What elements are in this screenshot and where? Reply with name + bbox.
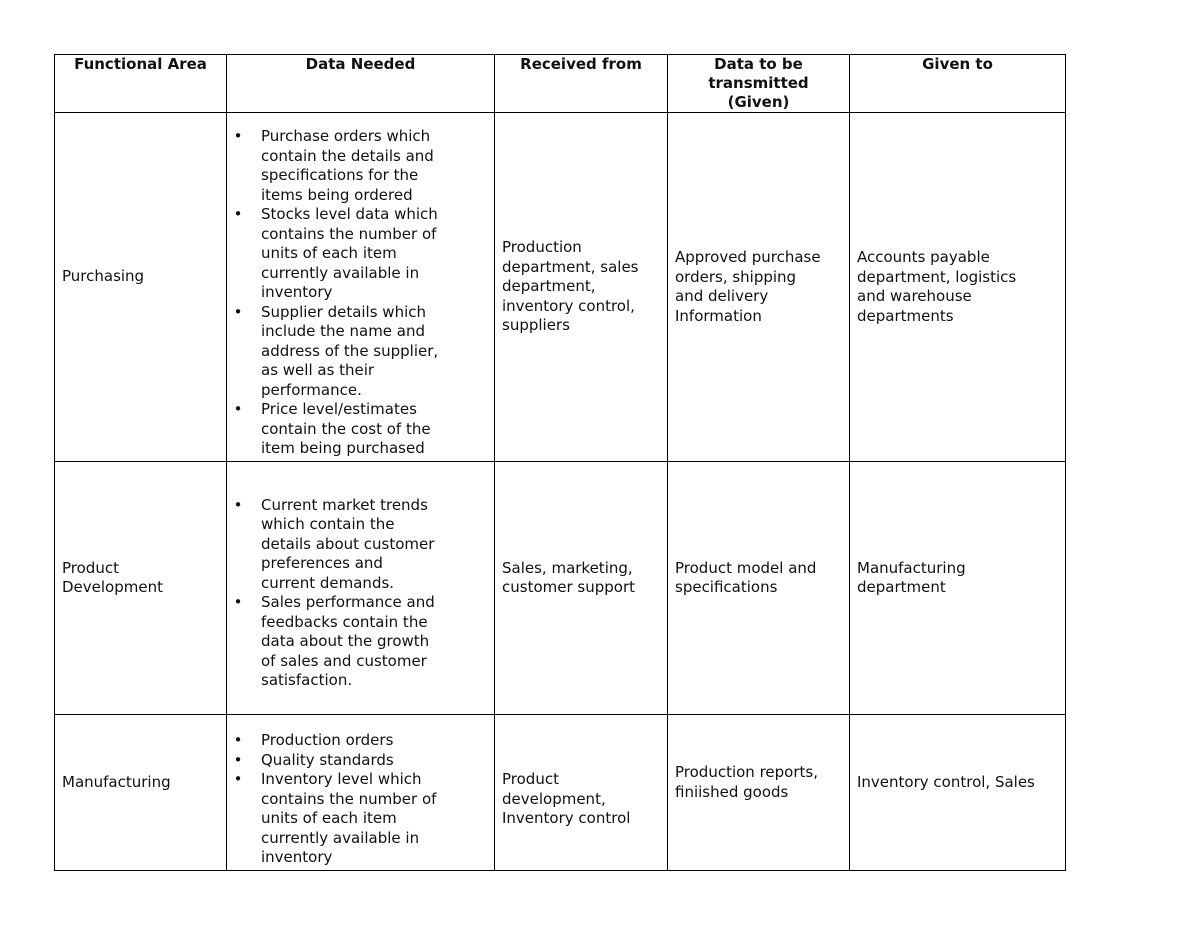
list-item-text: Current market trends which contain the details about customer preferences and current demands. xyxy=(261,495,435,592)
bullet-icon: • xyxy=(233,731,243,750)
cell-functional-area: Product Development xyxy=(55,462,227,715)
list-item-text: Sales performance and feedbacks contain the data about the growth of sales and customer satisfaction. xyxy=(261,593,435,689)
list-item xyxy=(233,593,490,691)
bullet-icon: • xyxy=(233,127,243,146)
cell-data-needed xyxy=(227,462,495,715)
cell-functional-area: Manufacturing xyxy=(55,715,227,871)
cell-received-from: Production department, sales department, inventory control, suppliers xyxy=(495,113,668,462)
bullet-icon: • xyxy=(233,770,243,789)
list-item xyxy=(233,770,490,868)
bullet-icon: • xyxy=(233,400,243,419)
data-needed-list xyxy=(227,731,494,868)
data-needed-list xyxy=(227,496,494,691)
list-item-text: Supplier details which include the name and address of the supplier, as well as their performance. xyxy=(261,302,439,399)
list-item-text: Stocks level data which contains the number of units of each item currently available in inventory xyxy=(261,205,438,302)
list-item-text: Inventory level which contains the number of units of each item currently available in inventory xyxy=(261,770,437,867)
header-received-from: Received from xyxy=(495,55,668,113)
cell-data-transmitted: Product model and specifications xyxy=(668,462,850,715)
list-item xyxy=(233,302,490,401)
data-flow-table xyxy=(54,54,1066,871)
cell-data-transmitted: Production reports, finiished goods xyxy=(668,715,850,871)
table-row xyxy=(55,462,1066,715)
bullet-icon: • xyxy=(233,750,243,769)
header-data-needed: Data Needed xyxy=(227,55,495,113)
table-row xyxy=(55,715,1066,871)
list-item-text: Quality standards xyxy=(261,750,394,769)
cell-data-needed xyxy=(227,715,495,871)
list-item xyxy=(233,731,490,751)
list-item xyxy=(233,495,490,594)
header-given-to: Given to xyxy=(850,55,1066,113)
list-item-text: Price level/estimates contain the cost of the item being purchased xyxy=(261,400,431,458)
bullet-icon: • xyxy=(233,593,243,611)
cell-given-to: Inventory control, Sales xyxy=(850,715,1066,871)
cell-given-to: Accounts payable department, logistics and warehouse departments xyxy=(850,113,1066,462)
list-item xyxy=(233,750,490,771)
bullet-icon: • xyxy=(233,302,243,321)
bullet-icon: • xyxy=(233,495,243,514)
list-item-text: Production orders xyxy=(261,731,394,750)
cell-received-from: Sales, marketing, customer support xyxy=(495,462,668,715)
bullet-icon: • xyxy=(233,205,243,224)
list-item xyxy=(233,205,490,303)
cell-received-from: Product development, Inventory control xyxy=(495,715,668,871)
table-header-row xyxy=(55,55,1066,113)
header-data-transmitted: Data to be transmitted (Given) xyxy=(668,55,850,113)
cell-functional-area: Purchasing xyxy=(55,113,227,462)
cell-data-transmitted: Approved purchase orders, shipping and delivery Information xyxy=(668,113,850,462)
list-item xyxy=(233,400,490,459)
list-item-text: Purchase orders which contain the details and specifications for the items being ordered xyxy=(261,127,434,204)
header-functional-area: Functional Area xyxy=(55,55,227,113)
cell-data-needed xyxy=(227,113,495,462)
cell-given-to: Manufacturing department xyxy=(850,462,1066,715)
list-item xyxy=(233,127,490,205)
table-row xyxy=(55,113,1066,462)
data-needed-list xyxy=(227,127,494,459)
